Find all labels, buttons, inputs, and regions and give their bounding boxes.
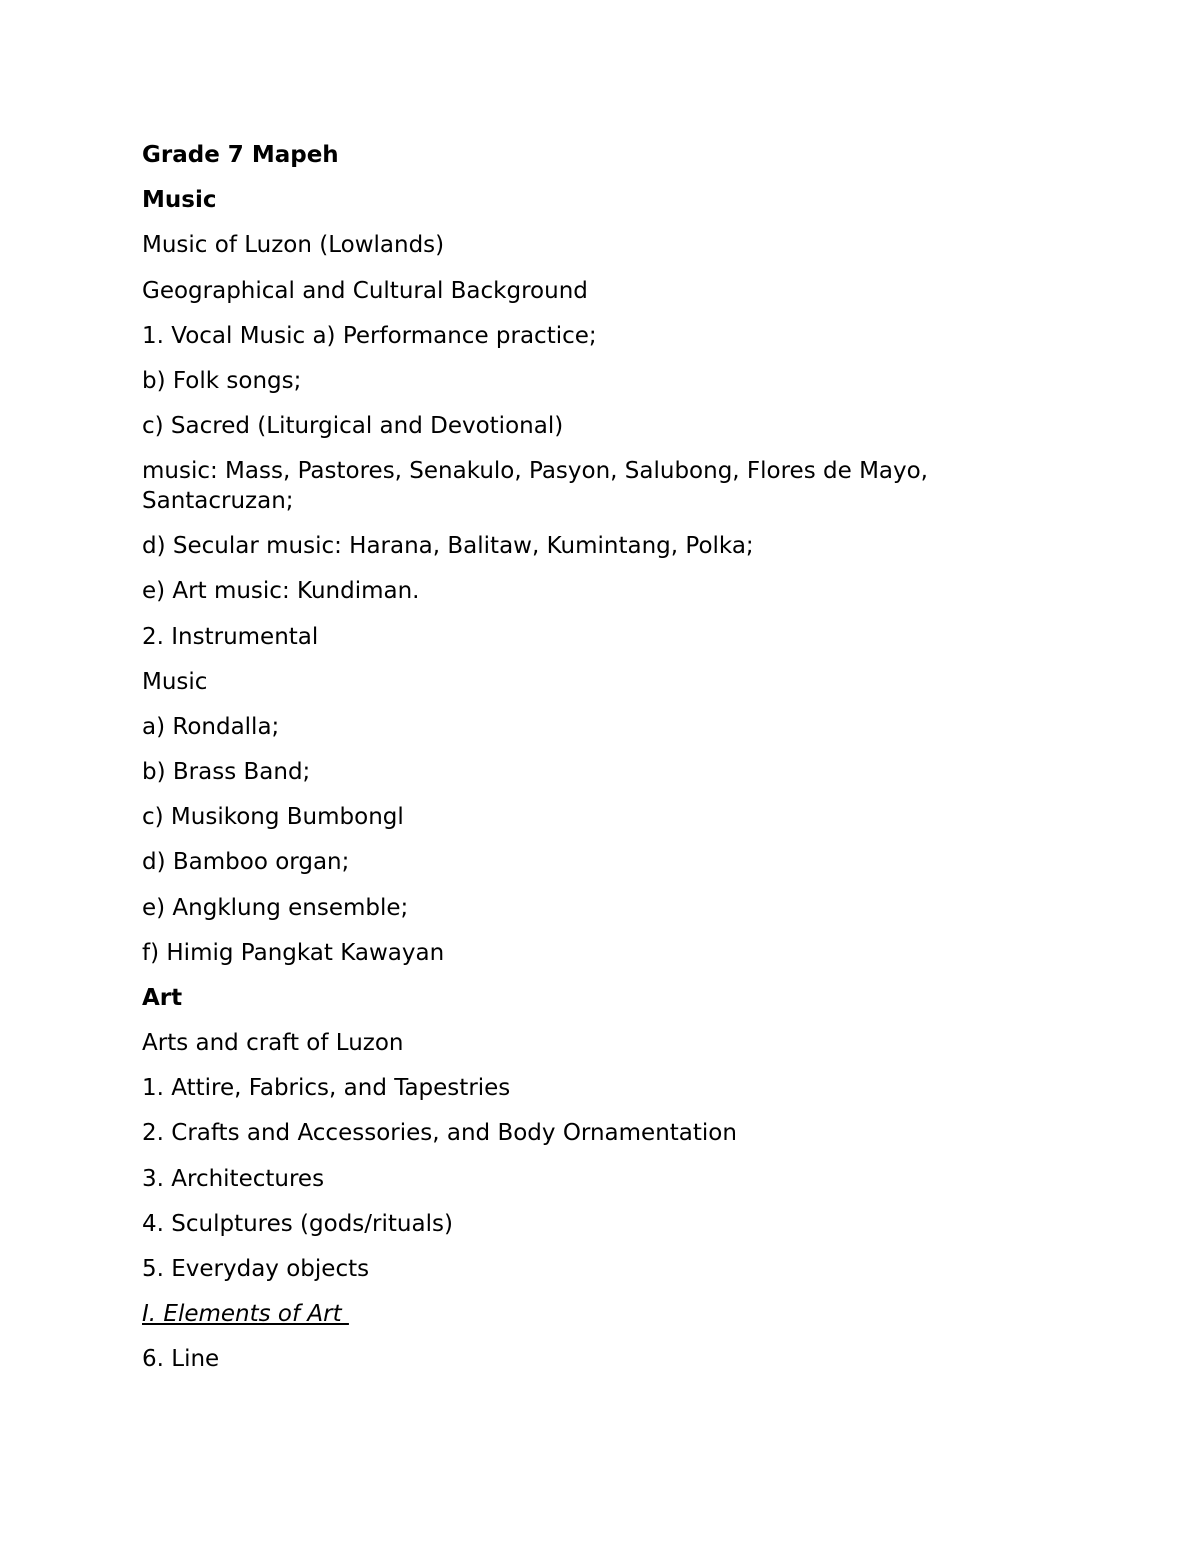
crafts-item: 2. Crafts and Accessories, and Body Ornamentation — [142, 1120, 737, 1146]
art-topic: Arts and craft of Luzon — [142, 1030, 404, 1056]
sacred-music-list-line2: Santacruzan; — [142, 488, 294, 514]
music-background: Geographical and Cultural Background — [142, 278, 588, 304]
music-topic: Music of Luzon (Lowlands) — [142, 232, 445, 258]
document-title: Grade 7 Mapeh — [142, 142, 339, 168]
vocal-music-item: 1. Vocal Music a) Performance practice; — [142, 323, 597, 349]
angklung-item: e) Angklung ensemble; — [142, 895, 409, 921]
bamboo-organ-item: d) Bamboo organ; — [142, 849, 350, 875]
line-item: 6. Line — [142, 1346, 220, 1372]
sacred-music-item: c) Sacred (Liturgical and Devotional) — [142, 413, 564, 439]
everyday-objects-item: 5. Everyday objects — [142, 1256, 370, 1282]
musikong-bumbong-item: c) Musikong Bumbongl — [142, 804, 404, 830]
attire-item: 1. Attire, Fabrics, and Tapestries — [142, 1075, 511, 1101]
music-heading: Music — [142, 187, 217, 213]
brass-band-item: b) Brass Band; — [142, 759, 311, 785]
elements-of-art-text: I. Elements of Art — [142, 1301, 349, 1327]
art-heading: Art — [142, 985, 183, 1011]
rondalla-item: a) Rondalla; — [142, 714, 280, 740]
elements-of-art-heading — [142, 1299, 1042, 1329]
art-music-item: e) Art music: Kundiman. — [142, 578, 420, 604]
architectures-item: 3. Architectures — [142, 1166, 325, 1192]
instrumental-item: 2. Instrumental — [142, 624, 319, 650]
secular-music-item: d) Secular music: Harana, Balitaw, Kumintang, Polka; — [142, 533, 754, 559]
himig-pangkat-item: f) Himig Pangkat Kawayan — [142, 940, 445, 966]
folk-songs-item: b) Folk songs; — [142, 368, 302, 394]
instrumental-music-label: Music — [142, 669, 208, 695]
sacred-music-list-line1: music: Mass, Pastores, Senakulo, Pasyon, Salubong, Flores de Mayo, — [142, 458, 928, 484]
sculptures-item: 4. Sculptures (gods/rituals) — [142, 1211, 453, 1237]
